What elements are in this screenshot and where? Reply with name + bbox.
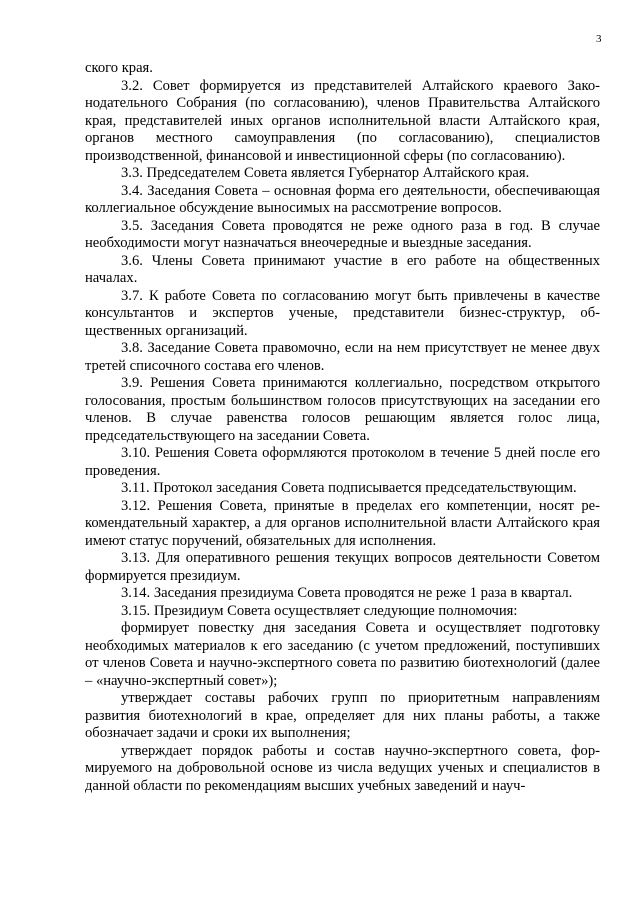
paragraph-3-12: 3.12. Решения Совета, принятые в пределах его компетенции, носят рекомендательный характер, а для органов исполнительной власти Алтайского края имеют статус поручений, обязательных для исполнения. <box>85 497 600 549</box>
paragraph-3-15: 3.15. Президиум Совета осуществляет следующие полномочия: <box>121 602 518 619</box>
list-item-working-groups: утверждает составы рабочих групп по приоритетным направлениям развития биотехнологий в крае, определяет для них планы работы, а также обозначает задачи и сроки их выполнения; <box>85 690 600 741</box>
paragraph-3-14: 3.14. Заседания президиума Совета проводятся не реже 1 раза в квартал. <box>121 585 573 601</box>
paragraph-3-3: 3.3. Председателем Совета является Губернатор Алтайского края. <box>121 165 530 181</box>
document-body <box>85 60 600 795</box>
paragraph-3-5: 3.5. Заседания Совета проводятся не реже одного раза в год. В случае необходимости могут назначаться внеочередные и выездные заседания. <box>85 217 600 251</box>
paragraph-3-9: 3.9. Решения Совета принимаются коллегиально, посредством открытого голосования, простым большинством голосов присутствующих на заседании его членов. В случае равенства голосов решающим является голос лица, председательствующего на заседании Совета. <box>85 375 600 444</box>
paragraph-3-8: 3.8. Заседание Совета правомочно, если на нем присутствует не менее двух третей списочного состава его членов. <box>85 340 600 374</box>
paragraph-3-10: 3.10. Решения Совета оформляются протоколом в течение 5 дней после его проведения. <box>85 445 600 479</box>
paragraph-3-4: 3.4. Заседания Совета – основная форма его деятельности, обеспечивающая коллегиальное обсуждение выносимых на рассмотрение вопросов. <box>85 182 600 216</box>
paragraph-3-2: 3.2. Совет формируется из представителей Алтайского краевого Законодательного Собрания (по согласованию), членов Правительства Алтайского края, представителей иных органов исполнительной власти Алтайского края, органов местного самоуправления (по согласованию), специалистов производственной, финансовой и инвестиционной сферы (по согласованию). <box>85 77 600 164</box>
paragraph-3-13: 3.13. Для оперативного решения текущих вопросов деятельности Советом формируется президиум. <box>85 550 600 584</box>
list-item-expert-council: утверждает порядок работы и состав научно-экспертного совета, формируемого на добровольной основе из числа ведущих ученых и специалистов в данной области по рекомендациям высших учебных заведений и науч- <box>85 742 600 794</box>
paragraph-3-6: 3.6. Члены Совета принимают участие в его работе на общественных началах. <box>85 252 600 286</box>
page-number: 3 <box>596 33 602 45</box>
list-item-agenda: формирует повестку дня заседания Совета и осуществляет подготовку необходимых материалов к его заседанию (с учетом предложений, поступивших от членов Совета и научно-экспертного совета по развитию биотехнологий (далее – «научно-экспертный совет»); <box>85 620 600 689</box>
paragraph-continuation: ского края. <box>85 60 153 76</box>
paragraph-3-11: 3.11. Протокол заседания Совета подписывается председательствующим. <box>121 480 577 496</box>
paragraph-3-7: 3.7. К работе Совета по согласованию могут быть привлечены в качестве консультантов и экспертов ученые, представители бизнес-структур, общественных организаций. <box>85 287 600 339</box>
